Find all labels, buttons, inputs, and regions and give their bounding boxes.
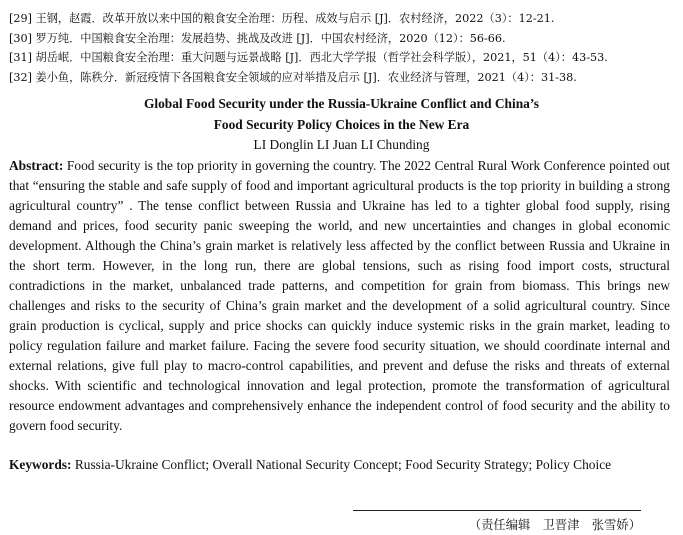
keywords-label: Keywords:	[9, 457, 72, 472]
footer-rule	[353, 510, 641, 511]
english-title-line-1: Global Food Security under the Russia-Ukraine Conflict and China’s	[143, 96, 540, 111]
reference-30: [30] 罗万纯．中国粮食安全治理：发展趋势、挑战及改进 [J]．中国农村经济，2020（12）：56-66.	[9, 31, 506, 45]
abstract-text: Food security is the top priority in governing the country. The 2022 Central Rural Work Conference pointed out that “ensuring the stable and safe supply of food and important agricultural products is the top priority in building a strong agricultural country” . The tense conflict between Russia and Ukraine has led to a tighter global food supply, rising demand and prices, food security panic sweeping the world, and new uncertainties and changes in global economic development. Although the China’s grain market is relatively less affected by the conflict between Russia and Ukraine in the short term. However, in the long run, there are global tensions, such as rising food import costs, structural contradictions in the market, unbalanced trade patterns, and competition for grain from biomass. This brings new challenges and risks to the security of China’s grain market and the development of a solid agricultural country. Since grain production is cyclical, supply and price shocks can quickly induce systemic risks in the grain market, leading to policy regulation failure and market failure. Facing the severe food security situation, we should coordinate internal and external relations, give full play to macro-control capabilities, and prevent and defuse the risks and threats of external shocks. With scientific and technological innovation and legal protection, promote the transformation of agricultural resource endowment advantages and comprehensively enhance the independent control of food security and the ability to govern food security.	[9, 158, 670, 433]
authors: LI Donglin LI Juan LI Chunding	[253, 137, 430, 152]
responsible-editor: （责任编辑 卫晋津 张雪娇）	[468, 518, 641, 532]
reference-32: [32] 姜小鱼，陈秩分．新冠疫情下各国粮食安全领域的应对举措及启示 [J]．农业经济与管理，2021（4）：31-38.	[9, 71, 577, 85]
reference-29: [29] 王钢，赵霞．改革开放以来中国的粮食安全治理：历程、成效与启示 [J]．农村经济，2022（3）：12-21.	[9, 12, 555, 25]
reference-31: [31] 胡岳岷．中国粮食安全治理：重大问题与远景战略 [J]．西北大学学报（哲学社会科学版），2021，51（4）：43-53.	[9, 51, 608, 65]
abstract	[9, 156, 670, 436]
english-title-line-2: Food Security Policy Choices in the New Era	[213, 117, 470, 132]
keywords	[9, 455, 670, 474]
keywords-text: Russia-Ukraine Conflict; Overall National Security Concept; Food Security Strategy; Policy Choice	[74, 457, 612, 472]
reference-list	[9, 9, 675, 88]
abstract-label: Abstract:	[9, 158, 64, 173]
